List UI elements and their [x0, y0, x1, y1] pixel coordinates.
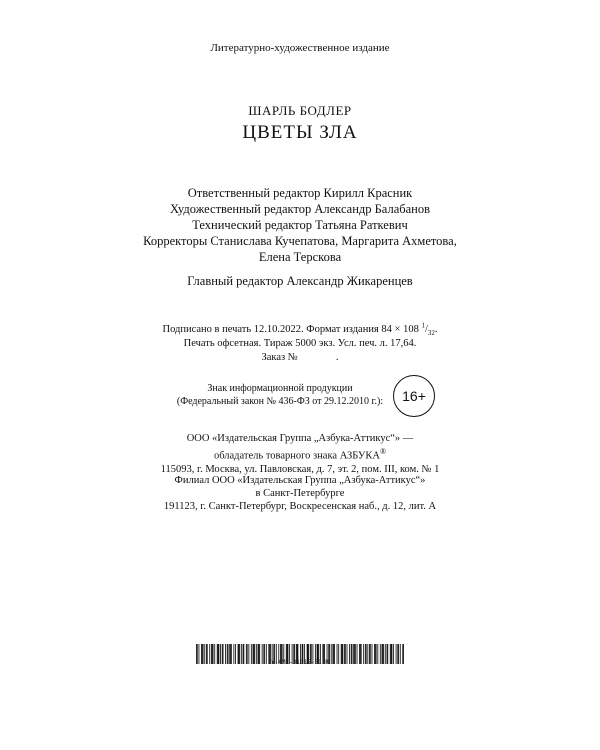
genre-label: Литературно-художественное издание	[210, 42, 390, 54]
registered-mark: ®	[379, 447, 387, 456]
print-format-tail: .	[434, 324, 438, 335]
credit-art-editor: Художественный редактор Александр Балабанов	[170, 202, 430, 216]
age-rating-badge: 16+	[393, 375, 435, 417]
author-name: ШАРЛЬ БОДЛЕР	[248, 103, 352, 118]
credit-proofreaders-cont: Елена Терскова	[258, 250, 342, 264]
credit-technical-editor: Технический редактор Татьяна Раткевич	[192, 218, 408, 232]
order-label: Заказ №	[261, 352, 298, 363]
print-line-1: Подписано в печать 12.10.2022. Формат издания 84 × 108 $^1/_{32}$.	[162, 321, 438, 338]
print-info	[0, 323, 600, 365]
print-format-text: Подписано в печать 12.10.2022. Формат издания 84 × 108	[162, 324, 422, 335]
branch-line-2: в Санкт-Петербурге	[255, 488, 345, 499]
branch-address: 191123, г. Санкт-Петербург, Воскресенская наб., д. 12, лит. А	[163, 501, 437, 512]
publisher-line-2	[0, 445, 600, 463]
branch-line-1: Филиал ООО «Издательская Группа „Азбука-Аттикус“»	[174, 475, 426, 486]
branch-block	[0, 474, 600, 513]
credits-block	[0, 185, 600, 265]
info-sign-block	[170, 382, 390, 408]
order-end: .	[335, 352, 339, 363]
order-line	[0, 351, 600, 365]
publisher-trademark-text: обладатель товарного знака АЗБУКА	[213, 450, 380, 462]
publisher-address: 115093, г. Москва, ул. Павловская, д. 7, эт. 2, пом. III, ком. № 1	[160, 463, 440, 475]
info-sign-line-2: (Федеральный закон № 436-ФЗ от 29.12.2010 г.):	[176, 396, 384, 407]
fraction-denominator: 32	[427, 329, 435, 338]
fraction-numerator: 1	[421, 321, 425, 330]
info-sign-line-1: Знак информационной продукции	[207, 383, 353, 394]
print-line-2: Печать офсетная. Тираж 5000 экз. Усл. печ. л. 17,64.	[183, 338, 417, 349]
publisher-line-1: ООО «Издательская Группа „Азбука-Аттикус“» —	[186, 433, 414, 444]
chief-editor: Главный редактор Александр Жикаренцев	[187, 274, 413, 288]
book-title: ЦВЕТЫ ЗЛА	[242, 122, 358, 143]
credit-proofreaders: Корректоры Станислава Кучепатова, Маргарита Ахметова,	[143, 234, 457, 248]
publisher-block	[0, 432, 600, 476]
barcode-number: Y-AMC-31015-01-R	[271, 659, 329, 666]
credit-responsible-editor: Ответственный редактор Кирилл Красник	[187, 186, 413, 200]
